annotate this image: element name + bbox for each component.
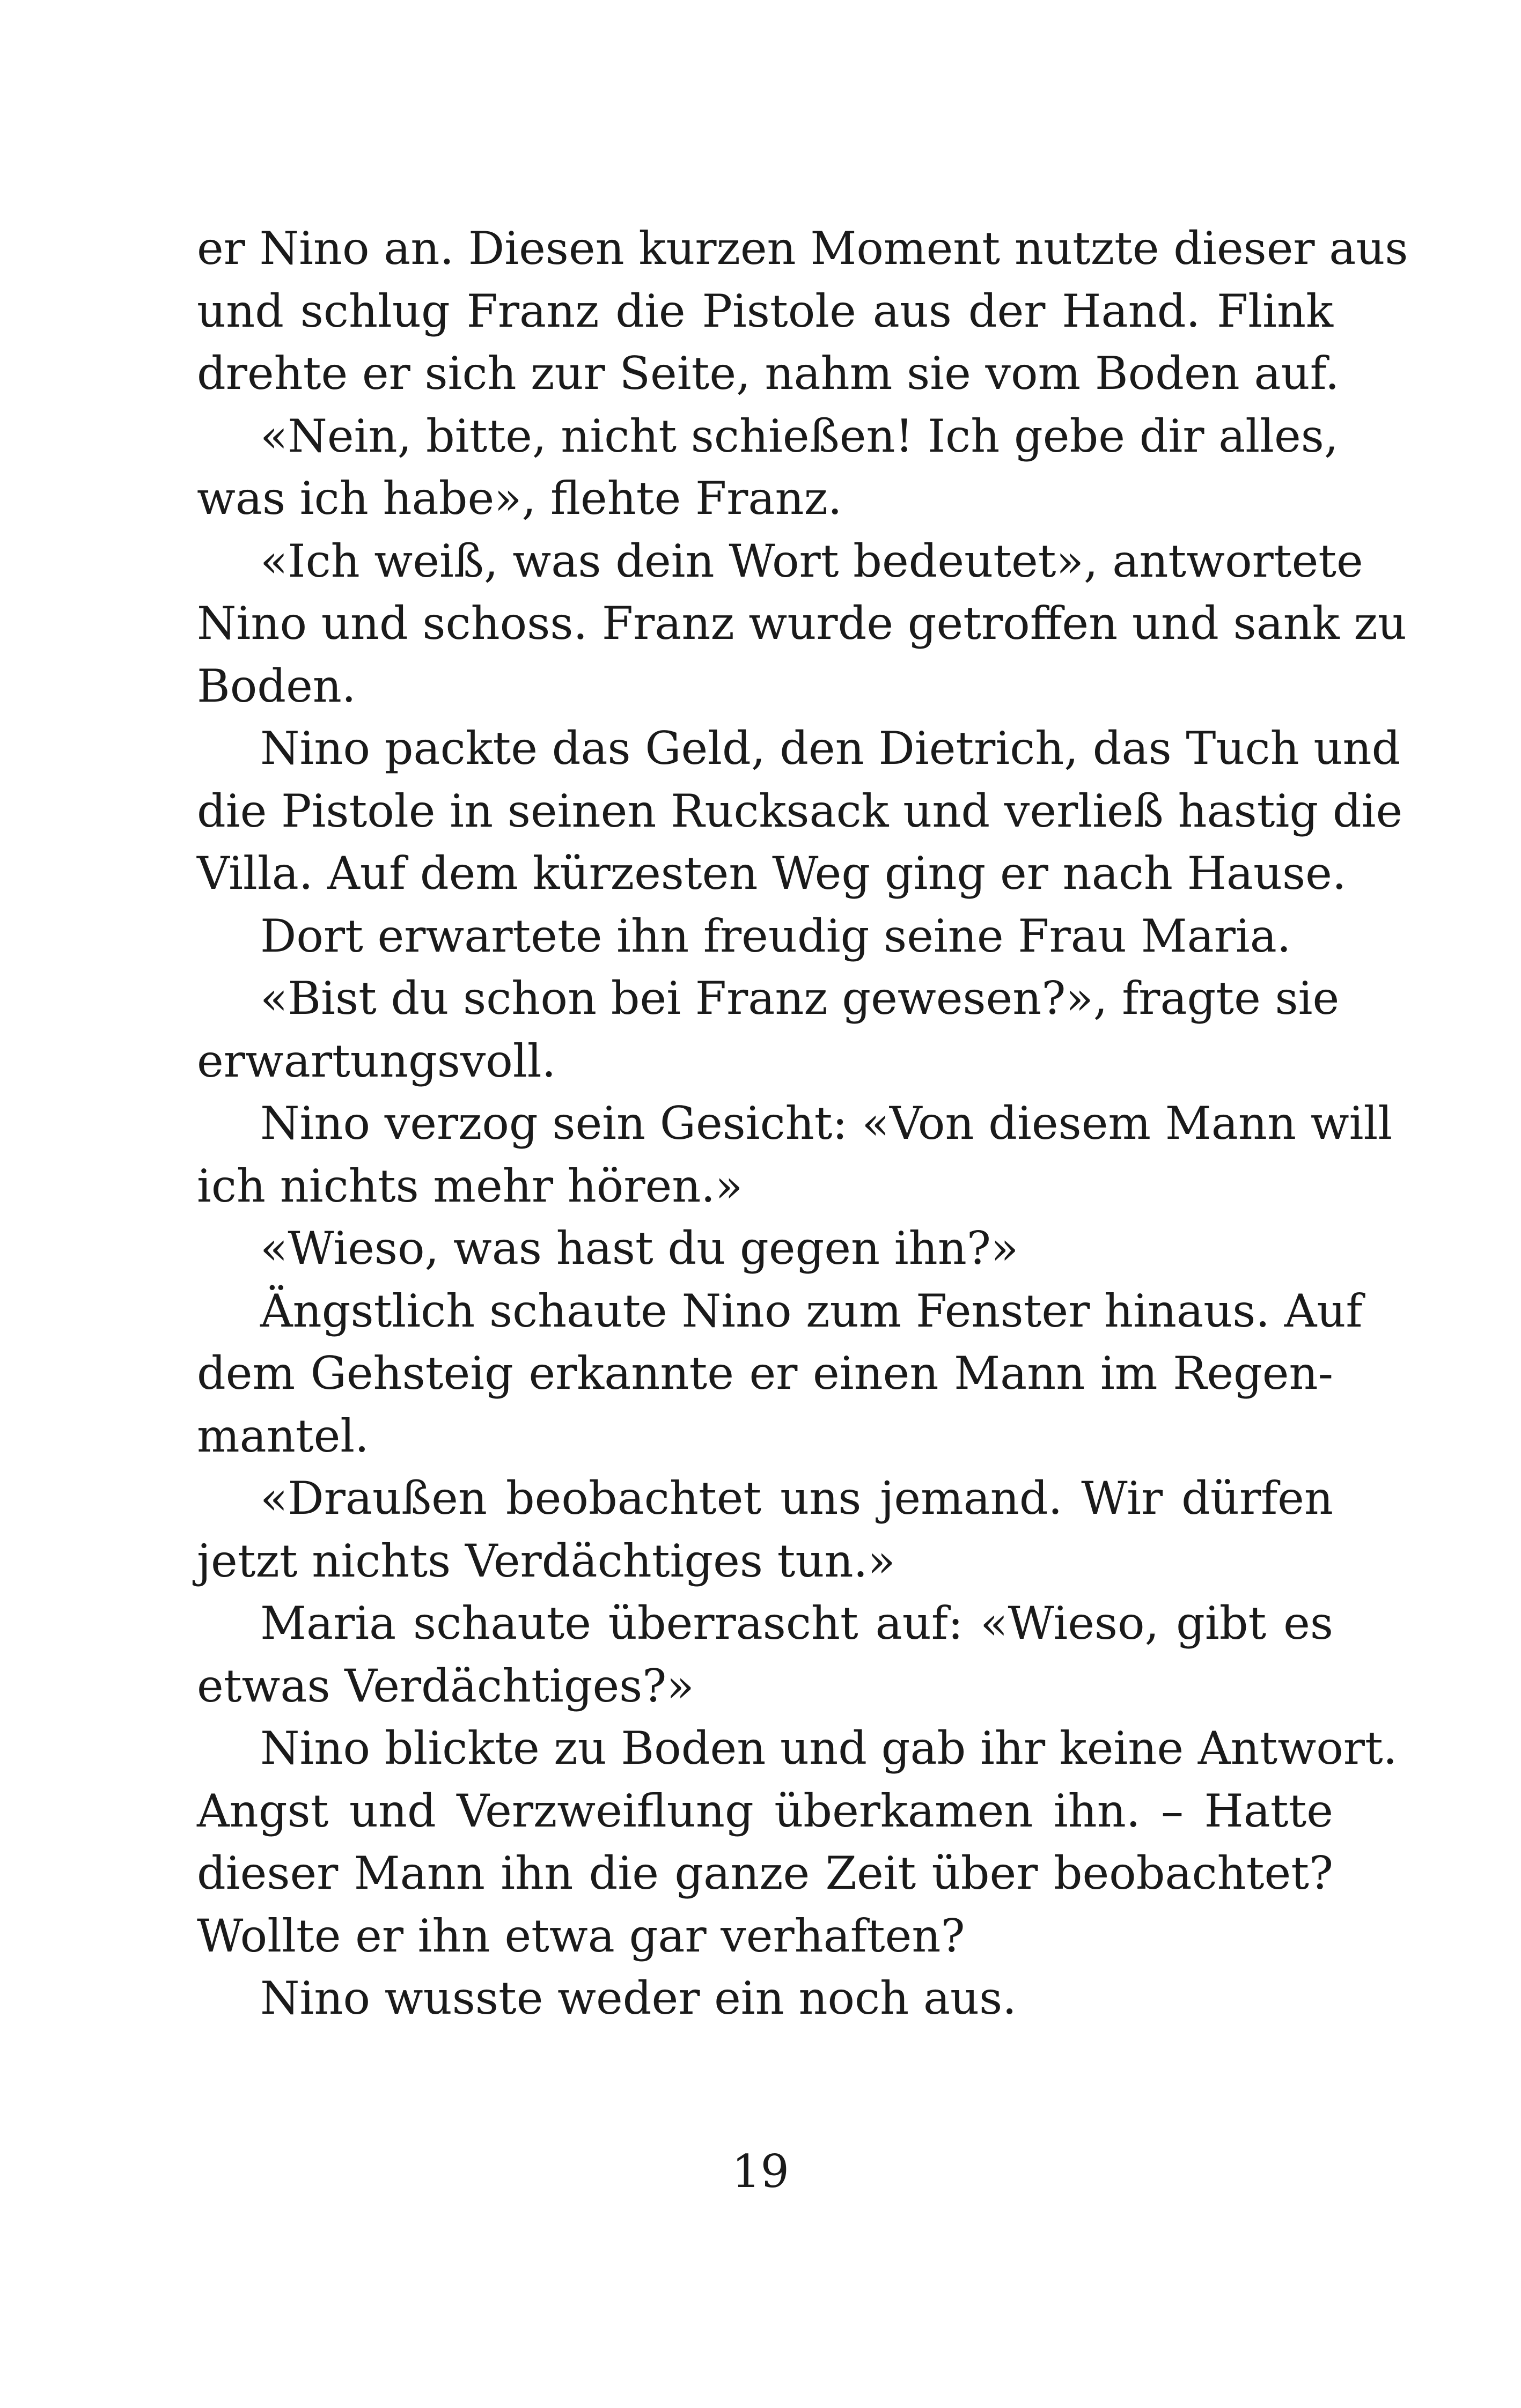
text-line: etwas Verdächtiges?» — [197, 1659, 694, 1712]
body-text — [197, 217, 1408, 2030]
text-line: und schlug Franz die Pistole aus der Hand. Flink — [197, 284, 1333, 337]
text-line: Nino und schoss. Franz wurde getroffen und sank zu — [197, 597, 1407, 650]
text-line: «Bist du schon bei Franz gewesen?», fragte sie — [260, 972, 1340, 1025]
page-number: 19 — [732, 2145, 789, 2198]
text-line: «Wieso, was hast du gegen ihn?» — [260, 1222, 1019, 1275]
text-line: Nino packte das Geld, den Dietrich, das Tuch und — [260, 722, 1401, 775]
text-line: Dort erwartete ihn freudig seine Frau Maria. — [260, 909, 1291, 962]
text-line: Maria schaute überrascht auf: «Wieso, gibt es — [260, 1597, 1333, 1649]
text-line: dieser Mann ihn die ganze Zeit über beobachtet? — [197, 1847, 1333, 1899]
text-line: die Pistole in seinen Rucksack und verließ hastig die — [197, 784, 1403, 837]
text-line: ich nichts mehr hören.» — [197, 1159, 743, 1212]
text-line: er Nino an. Diesen kurzen Moment nutzte dieser aus — [197, 222, 1408, 275]
text-line: drehte er sich zur Seite, nahm sie vom Boden auf. — [197, 347, 1340, 400]
text-line: Nino verzog sein Gesicht: «Von diesem Mann will — [260, 1097, 1393, 1150]
text-line: «Ich weiß, was dein Wort bedeutet», antwortete — [260, 534, 1363, 587]
text-line: erwartungsvoll. — [197, 1034, 556, 1087]
text-line: Angst und Verzweiflung überkamen ihn. – Hatte — [197, 1784, 1333, 1837]
text-line: dem Gehsteig erkannte er einen Mann im Regen- — [197, 1347, 1333, 1400]
text-line: Ängstlich schaute Nino zum Fenster hinaus. Auf — [260, 1284, 1363, 1337]
text-line: Nino blickte zu Boden und gab ihr keine Antwort. — [260, 1722, 1398, 1774]
text-line: jetzt nichts Verdächtiges tun.» — [197, 1534, 895, 1587]
text-line: was ich habe», flehte Franz. — [197, 472, 842, 525]
text-line: Wollte er ihn etwa gar verhaften? — [197, 1909, 965, 1962]
text-line: mantel. — [197, 1409, 369, 1462]
text-line: Villa. Auf dem kürzesten Weg ging er nach Hause. — [197, 847, 1347, 900]
text-line: Nino wusste weder ein noch aus. — [260, 1972, 1017, 2024]
text-line: Boden. — [197, 659, 356, 712]
text-line: «Nein, bitte, nicht schießen! Ich gebe dir alles, — [260, 409, 1339, 462]
text-line: «Draußen beobachtet uns jemand. Wir dürfen — [260, 1472, 1333, 1525]
